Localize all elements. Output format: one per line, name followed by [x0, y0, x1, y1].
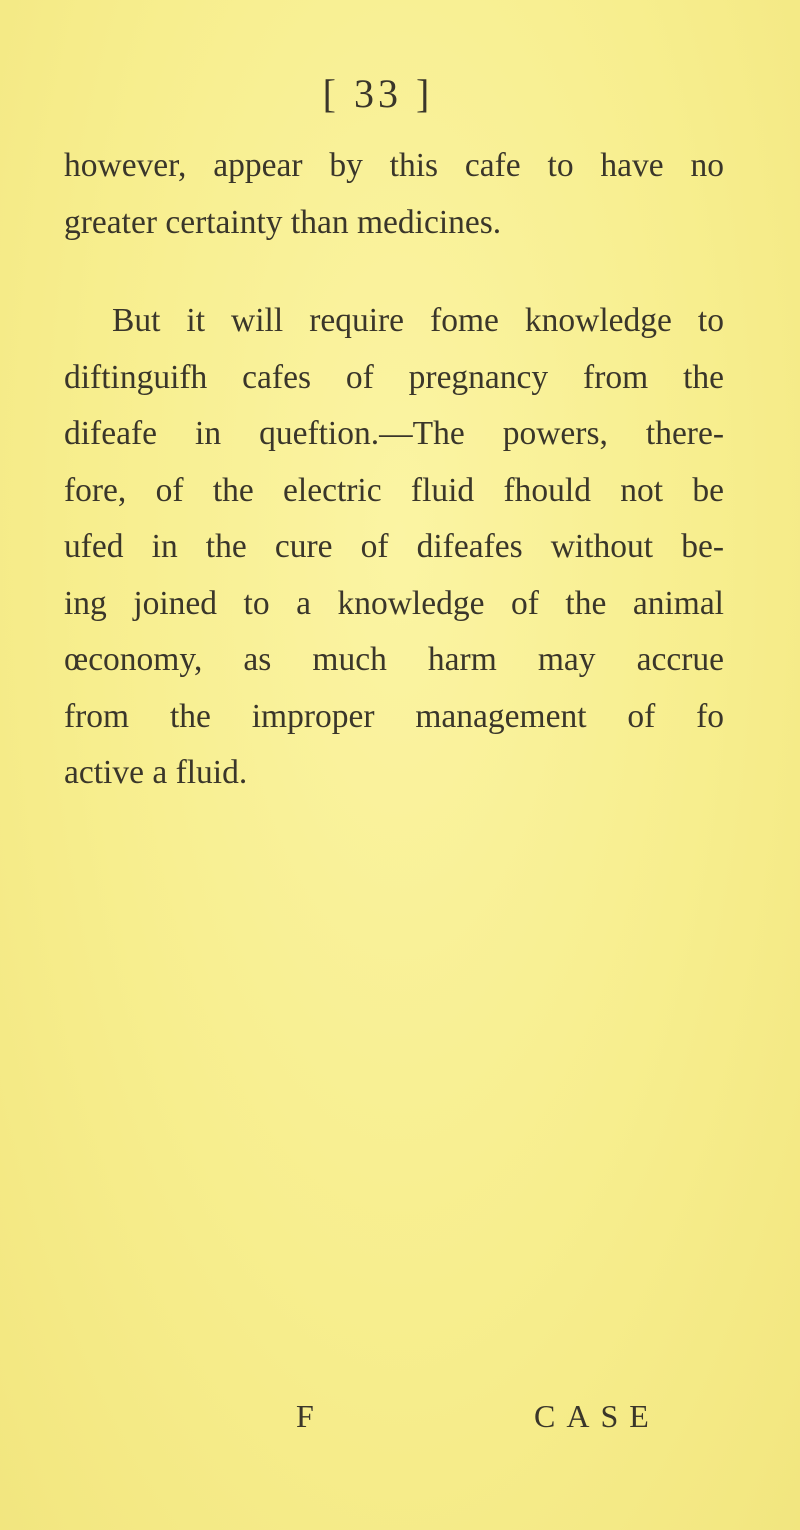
text-line: however, appear by this cafe to have no: [64, 147, 724, 184]
body-text: [64, 138, 724, 802]
text-line: greater certainty than medicines.: [64, 203, 502, 241]
page-number: [ 33 ]: [322, 71, 434, 116]
text-line: œconomy, as much harm may accrue: [64, 641, 724, 678]
text-line: diftinguifh cafes of pregnancy from the: [64, 358, 724, 396]
text-line: from the improper management of fo: [64, 697, 724, 735]
paragraph-2: [64, 293, 724, 802]
paragraph-gap: [64, 251, 724, 293]
text-line: fore, of the electric fluid fhould not be: [64, 471, 724, 509]
text-line: active a fluid.: [64, 754, 248, 791]
text-line: ufed in the cure of difeafes without be-: [64, 528, 724, 565]
signature-mark: F: [296, 1398, 314, 1434]
text-line: difeafe in queftion.—The powers, there-: [64, 415, 724, 452]
text-line: But it will require fome knowledge to: [112, 302, 724, 339]
text-line: ing joined to a knowledge of the animal: [64, 584, 724, 622]
catchword: CASE: [534, 1398, 660, 1434]
paragraph-1: [64, 138, 724, 251]
